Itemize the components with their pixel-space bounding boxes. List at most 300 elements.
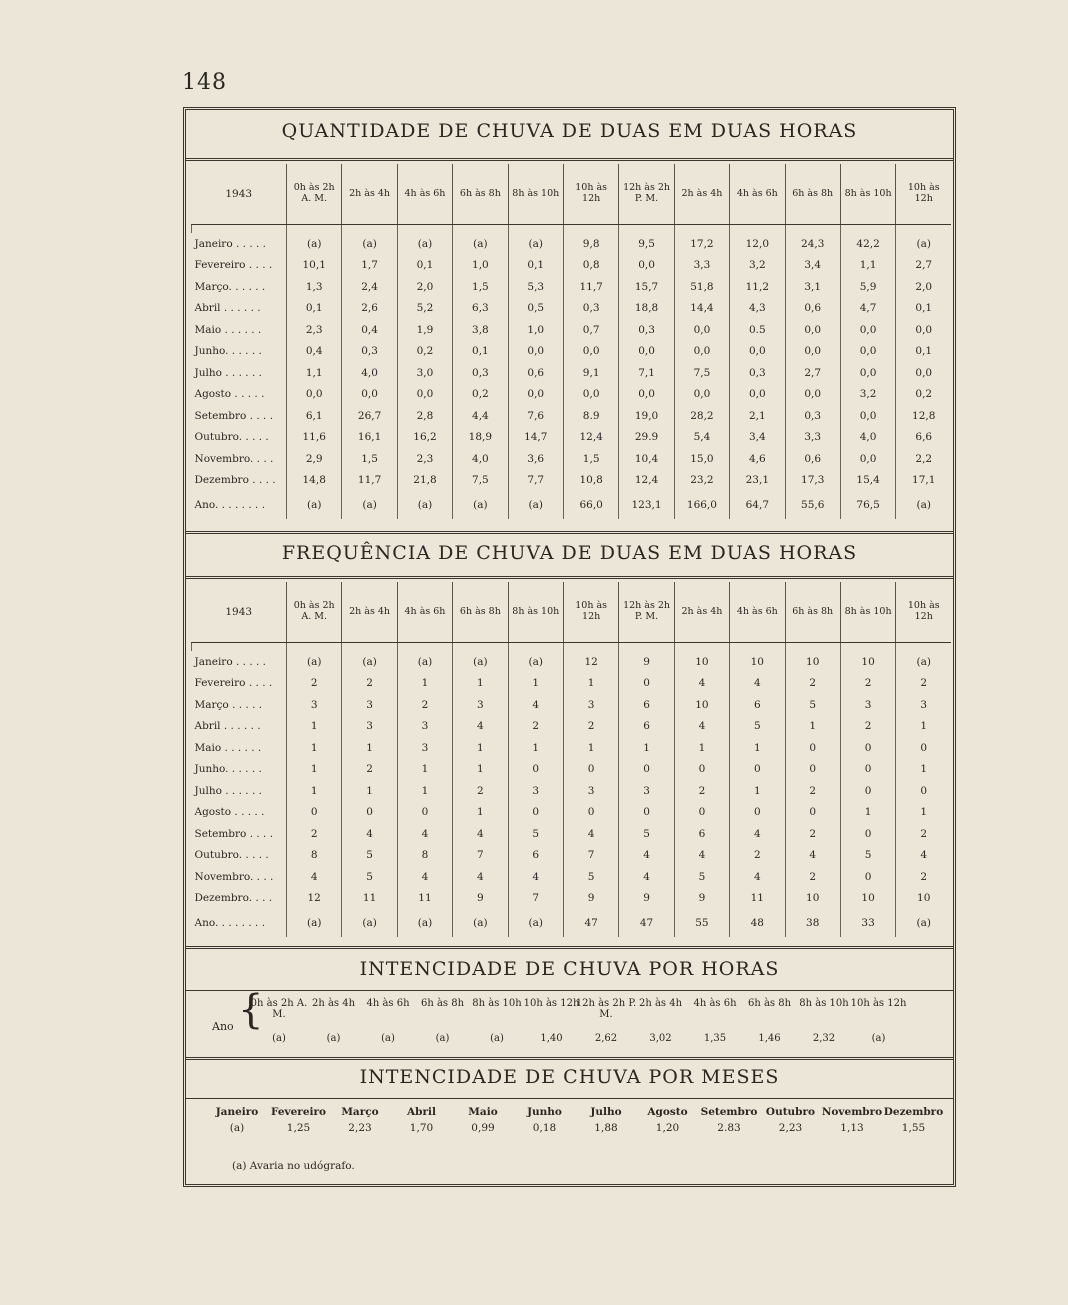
table-cell: 0,5 [508,298,563,320]
intensity-hours-column-header: 10h às 12h [523,998,580,1009]
table-cell: 0 [896,737,951,759]
table-cell: 4 [342,823,397,845]
table-cell: 0,1 [287,298,342,320]
table-cell: 2 [896,866,951,888]
table-cell: 2,1 [730,405,785,427]
table-cell: 9,5 [619,233,674,255]
table-row [192,651,952,673]
intensity-hours-value: (a) [435,1033,450,1044]
table-cell: 3,3 [674,255,729,277]
table-cell: 29.9 [619,427,674,449]
table-cell: 0 [896,780,951,802]
table-cell: 5 [730,716,785,738]
table-cell: 0,1 [397,255,452,277]
spacer-cell [785,643,840,652]
table-cell: 0 [785,802,840,824]
row-label: Abril . . . . . . [194,720,261,733]
divider [186,946,953,949]
table-cell: 4 [453,823,508,845]
table-cell: 0,3 [619,319,674,341]
table-cell: 2 [785,823,840,845]
table-cell: 12,4 [619,470,674,492]
intensity-hours-column-header: 4h às 6h [693,998,737,1009]
table-cell: 0,0 [342,384,397,406]
intensity-hours-column-header: 8h às 10h [472,998,522,1009]
table-cell: 0 [619,802,674,824]
spacer-cell [896,643,951,652]
table-cell: (a) [287,909,342,937]
table-row [192,673,952,695]
quantity-column-header: 4h às 6h [397,164,452,225]
table-cell: 5 [342,866,397,888]
table-cell: 0,1 [453,341,508,363]
table-cell: 0,0 [674,384,729,406]
table-cell: 4 [674,845,729,867]
intensity-hours-value: 3,02 [649,1033,672,1044]
table-cell: 0 [563,759,618,781]
table-cell: 4,0 [453,448,508,470]
month-label: Março [341,1106,379,1118]
table-cell: 8.9 [563,405,618,427]
table-cell: (a) [508,491,563,519]
table-cell: 7 [453,845,508,867]
table-cell: 4 [508,694,563,716]
table-cell: 23,2 [674,470,729,492]
table-cell: 0.5 [730,319,785,341]
spacer-cell [619,225,674,234]
table-cell: 0,2 [453,384,508,406]
table-cell: 4,0 [342,362,397,384]
month-value: 1,55 [901,1122,926,1134]
intensity-months-title: INTENCIDADE DE CHUVA POR MESES [359,1066,780,1088]
table-cell: 2 [896,673,951,695]
table-row [192,845,952,867]
table-cell: (a) [287,491,342,519]
table-cell: 7,6 [508,405,563,427]
frequency-table [191,582,951,937]
table-cell: 10 [840,651,895,673]
table-cell: 2 [730,845,785,867]
table-row [192,737,952,759]
frequency-column-header: 2h às 4h [342,582,397,643]
table-cell: 6 [674,823,729,845]
table-cell: 9 [453,888,508,910]
table-cell: 0,0 [896,319,951,341]
table-cell: 11,7 [563,276,618,298]
table-cell: 0,0 [674,319,729,341]
row-label: Março . . . . . [194,698,263,711]
table-cell: 2 [785,866,840,888]
quantity-column-header: 2h às 4h [342,164,397,225]
table-cell: 16,1 [342,427,397,449]
table-cell: 11 [730,888,785,910]
table-cell: 4,3 [730,298,785,320]
table-cell: 1 [896,759,951,781]
table-cell: 1 [397,759,452,781]
table-cell: 3,1 [785,276,840,298]
frequency-column-header: 12h às 2h P. M. [619,582,674,643]
table-row [192,233,952,255]
quantity-column-header: 8h às 10h [508,164,563,225]
table-cell: 10 [785,651,840,673]
table-cell: (a) [287,233,342,255]
intensity-hours-column-header: 2h às 4h [638,998,683,1009]
row-label: Maio . . . . . . [194,741,262,754]
table-cell: 11,2 [730,276,785,298]
table-cell: 0,0 [896,362,951,384]
table-cell: 1 [896,802,951,824]
spacer-cell [397,643,452,652]
row-label: Junho. . . . . . [194,763,262,776]
table-cell: 0 [785,737,840,759]
table-cell: 2,0 [397,276,452,298]
table-cell: 5,9 [840,276,895,298]
table-row [192,823,952,845]
page-number: 148 [182,70,227,95]
spacer-row [192,643,952,652]
intensity-hours-value: 1,46 [758,1033,781,1044]
table-cell: 26,7 [342,405,397,427]
table-cell: 3 [563,694,618,716]
table-cell: 1 [453,759,508,781]
spacer-cell [453,643,508,652]
frequency-column-header: 10h às 12h [563,582,618,643]
table-cell: 3 [896,694,951,716]
divider [186,531,953,534]
table-cell: (a) [342,651,397,673]
table-cell: (a) [342,909,397,937]
table-cell: 64,7 [730,491,785,519]
table-cell: 9,8 [563,233,618,255]
table-cell: 12,8 [896,405,951,427]
table-cell: 2 [840,716,895,738]
table-cell: 2,8 [397,405,452,427]
table-cell: 7,7 [508,470,563,492]
table-cell: 0 [840,737,895,759]
table-cell: 1 [674,737,729,759]
table-cell: 0 [840,759,895,781]
table-cell: 15,7 [619,276,674,298]
divider [186,1057,953,1060]
table-cell: 1,1 [287,362,342,384]
row-label: Maio . . . . . . [194,323,262,336]
intensity-hours-title: INTENCIDADE DE CHUVA POR HORAS [359,958,780,980]
table-cell: 2 [674,780,729,802]
month-label: Janeiro [215,1106,259,1118]
frequency-column-header: 6h às 8h [453,582,508,643]
table-cell: 3,6 [508,448,563,470]
table-cell: 4 [730,823,785,845]
table-cell: 0,1 [896,341,951,363]
table-cell: 0,0 [287,384,342,406]
month-value: 0,99 [471,1122,495,1134]
table-row [192,470,952,492]
quantity-title: QUANTIDADE DE CHUVA DE DUAS EM DUAS HORAS [281,120,858,142]
table-cell: 0,0 [619,255,674,277]
table-cell: 0 [508,802,563,824]
table-cell: 14,4 [674,298,729,320]
table-cell: 0 [287,802,342,824]
table-cell: 9,1 [563,362,618,384]
frequency-column-header: 8h às 10h [840,582,895,643]
table-cell: 0,0 [730,384,785,406]
month-label: Abril [407,1106,436,1118]
quantity-column-header: 6h às 8h [453,164,508,225]
spacer-cell [397,225,452,234]
quantity-column-header: 0h às 2h A. M. [287,164,342,225]
table-cell: 17,1 [896,470,951,492]
table-cell: 2,3 [397,448,452,470]
table-cell: 0,0 [840,319,895,341]
row-label: Setembro . . . . [194,827,274,840]
month-value: 2,23 [778,1122,803,1134]
table-row [192,384,952,406]
row-label: Ano. . . . . . . . [194,917,266,929]
table-cell: 1,3 [287,276,342,298]
table-cell: (a) [508,651,563,673]
table-cell: 5 [563,866,618,888]
month-value: 2,23 [348,1122,372,1134]
table-cell: 17,2 [674,233,729,255]
table-cell: 7,5 [453,470,508,492]
table-cell: 42,2 [840,233,895,255]
table-row [192,866,952,888]
intensity-hours-value: 1,40 [540,1033,563,1044]
table-cell: 0,4 [287,341,342,363]
table-cell: (a) [397,909,452,937]
table-cell: 24,3 [785,233,840,255]
month-value: 1,70 [409,1122,434,1134]
table-cell: 4 [896,845,951,867]
spacer-cell [674,225,729,234]
month-value: 1,88 [594,1122,618,1134]
table-cell: 18,8 [619,298,674,320]
table-cell: (a) [508,909,563,937]
row-label: Novembro. . . . [194,452,274,465]
table-cell: 0,6 [785,448,840,470]
table-cell: 3,3 [785,427,840,449]
table-row [192,448,952,470]
table-cell: 2,6 [342,298,397,320]
spacer-cell [342,643,397,652]
frequency-header-row [192,582,952,643]
table-row [192,405,952,427]
table-cell: 0 [397,802,452,824]
table-cell: (a) [397,491,452,519]
frequency-column-header: 8h às 10h [508,582,563,643]
table-cell: 0 [674,802,729,824]
spacer-cell [508,643,563,652]
table-cell: 0,0 [840,362,895,384]
month-value: 1,25 [286,1122,311,1134]
table-cell: 6,6 [896,427,951,449]
table-cell: 1 [508,673,563,695]
table-cell: 166,0 [674,491,729,519]
table-row [192,298,952,320]
quantity-column-header: 2h às 4h [674,164,729,225]
month-value: 1,20 [655,1122,680,1134]
month-label: Junho [527,1106,562,1118]
table-row [192,780,952,802]
divider [186,158,953,161]
spacer-cell [342,225,397,234]
table-cell: 28,2 [674,405,729,427]
intensity-hours-value: (a) [272,1033,286,1044]
spacer-cell [785,225,840,234]
table-cell: 4 [674,716,729,738]
table-cell: 0,3 [563,298,618,320]
month-label: Outubro [765,1106,816,1118]
table-cell: 51,8 [674,276,729,298]
table-cell: 3,4 [730,427,785,449]
table-cell: 6 [619,716,674,738]
table-cell: 0 [730,802,785,824]
table-cell: 0 [730,759,785,781]
table-cell: 3 [397,737,452,759]
table-cell: 2 [508,716,563,738]
table-cell: 3,2 [730,255,785,277]
table-cell: 12 [563,651,618,673]
table-cell: 1 [342,780,397,802]
table-cell: 1 [619,737,674,759]
table-cell: 47 [619,909,674,937]
table-cell: 3 [342,694,397,716]
table-cell: 1 [785,716,840,738]
table-cell: 5,4 [674,427,729,449]
table-cell: 3,2 [840,384,895,406]
table-row [192,694,952,716]
table-cell: 15,4 [840,470,895,492]
table-row [192,362,952,384]
table-cell: 1,5 [342,448,397,470]
table-cell: 4 [563,823,618,845]
table-cell: 2 [453,780,508,802]
table-cell: 10 [730,651,785,673]
table-cell: 0,0 [840,405,895,427]
table-cell: (a) [342,491,397,519]
intensity-hours-column-header: 4h às 6h [366,998,410,1009]
table-cell: 10 [674,694,729,716]
spacer-cell [192,225,287,234]
table-cell: 4 [453,716,508,738]
spacer-row [192,225,952,234]
frequency-column-header: 4h às 6h [730,582,785,643]
table-cell: 9 [619,888,674,910]
table-cell: 10,1 [287,255,342,277]
table-cell: 4 [453,866,508,888]
table-cell: 2,2 [896,448,951,470]
table-cell: 0 [563,802,618,824]
month-label: Setembro [700,1106,758,1118]
table-cell: 10 [674,651,729,673]
intensity-hours-value: 2,32 [812,1033,836,1044]
month-label: Fevereiro [270,1106,327,1118]
table-cell: 7,1 [619,362,674,384]
table-cell: (a) [342,233,397,255]
table-cell: (a) [287,651,342,673]
divider [186,990,953,991]
table-cell: 2 [785,780,840,802]
spacer-cell [674,643,729,652]
table-cell: 33 [840,909,895,937]
table-cell: 11 [342,888,397,910]
table-cell: 0,0 [508,384,563,406]
table-cell: 66,0 [563,491,618,519]
table-cell: 2 [397,694,452,716]
row-label: Agosto . . . . . [194,388,265,401]
table-cell: 4 [619,845,674,867]
table-cell: 0,4 [342,319,397,341]
table-cell: 3 [397,716,452,738]
table-cell: 47 [563,909,618,937]
table-cell: 2 [785,673,840,695]
table-cell: (a) [508,233,563,255]
table-cell: 1 [453,737,508,759]
table-cell: 5 [674,866,729,888]
spacer-cell [563,225,618,234]
table-cell: 0 [840,823,895,845]
row-label: Julho . . . . . . [194,366,262,379]
row-label: Junho. . . . . . [194,345,262,358]
table-cell: 6 [508,845,563,867]
table-cell: 0,0 [785,319,840,341]
spacer-cell [896,225,951,234]
table-cell: 4 [508,866,563,888]
month-value: 2.83 [717,1122,741,1134]
table-cell: 0,8 [563,255,618,277]
spacer-cell [730,225,785,234]
table-cell: 4,6 [730,448,785,470]
table-cell: 7,5 [674,362,729,384]
table-cell: 1,5 [453,276,508,298]
table-cell: 2 [840,673,895,695]
quantity-year: 1943 [192,164,287,225]
table-cell: 0 [508,759,563,781]
table-cell: 4 [397,823,452,845]
row-label: Novembro. . . . [194,870,274,883]
table-cell: 3 [453,694,508,716]
table-cell: 1 [508,737,563,759]
row-label: Dezembro . . . . [194,474,276,487]
table-row [192,276,952,298]
spacer-cell [287,225,342,234]
table-cell: 0,6 [785,298,840,320]
table-cell: 12,4 [563,427,618,449]
table-cell: 38 [785,909,840,937]
table-cell: 23,1 [730,470,785,492]
table-cell: (a) [397,233,452,255]
table-cell: 4 [287,866,342,888]
intensity-hours-column-header: 0h às 2h A. M. [250,998,308,1020]
table-cell: 17,3 [785,470,840,492]
table-cell: 4,0 [840,427,895,449]
intensity-hours-column-header: 10h às 12h [850,998,907,1009]
table-cell: 3,8 [453,319,508,341]
quantity-table [191,164,951,519]
table-cell: 1 [397,673,452,695]
table-cell: 11,6 [287,427,342,449]
row-label: Ano. . . . . . . . [194,499,266,511]
table-cell: 5 [508,823,563,845]
table-cell: 19,0 [619,405,674,427]
frequency-column-header: 6h às 8h [785,582,840,643]
table-cell: 1,9 [397,319,452,341]
table-cell: 0,0 [674,341,729,363]
table-cell: 0,0 [785,341,840,363]
table-cell: 0 [785,759,840,781]
frequency-column-header: 2h às 4h [674,582,729,643]
spacer-cell [730,643,785,652]
